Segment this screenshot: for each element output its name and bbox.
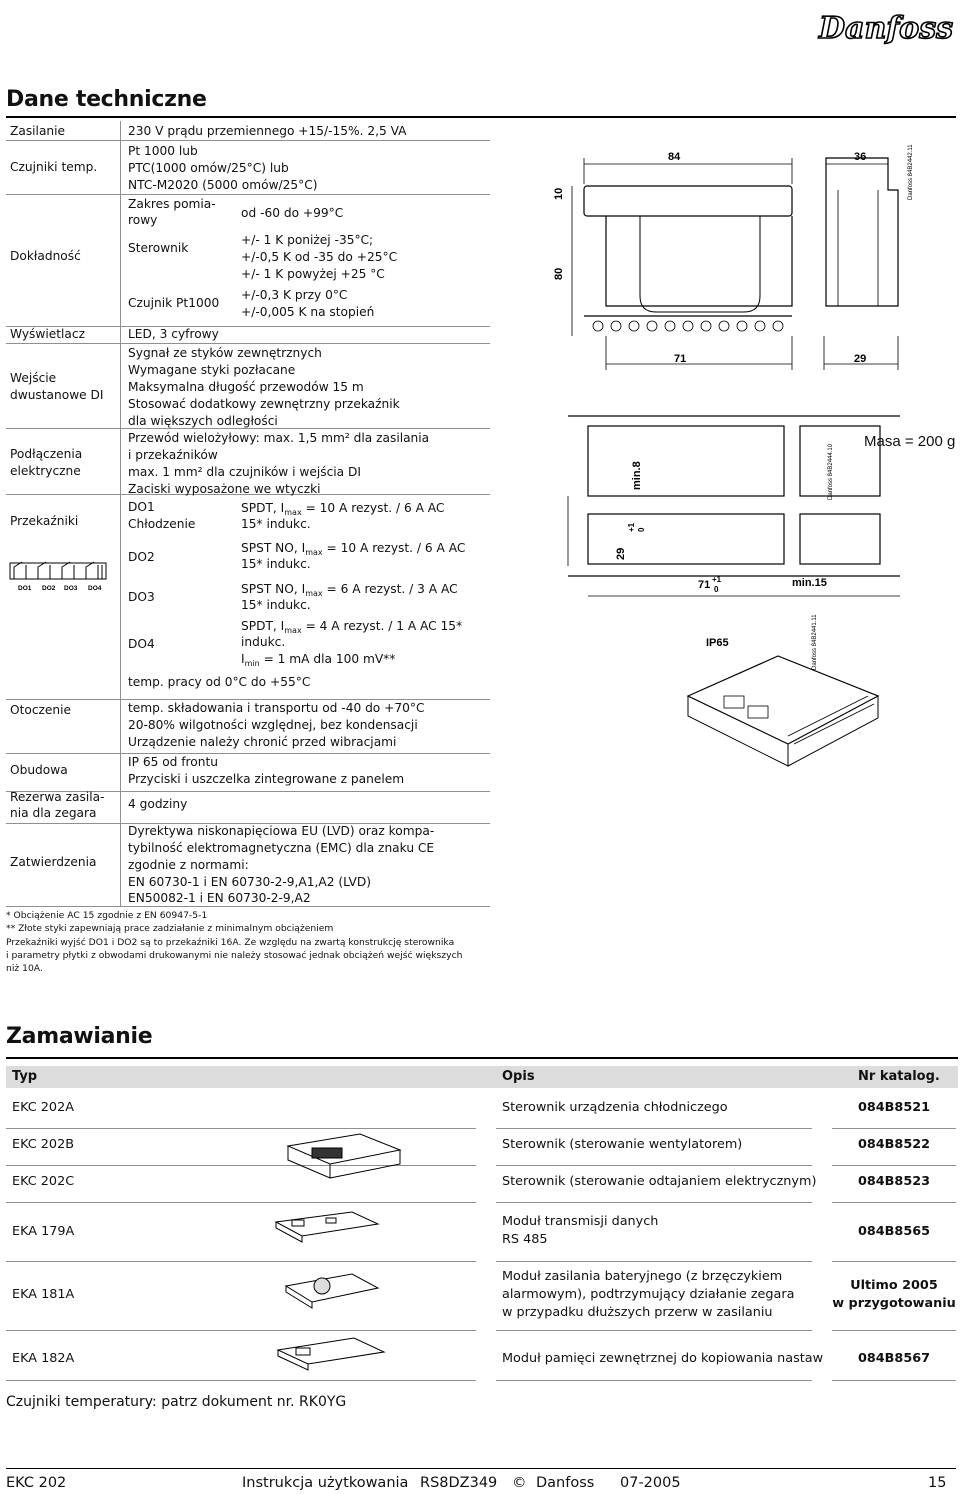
row-5-typ: EKA 181A: [12, 1287, 75, 1302]
footer-page-number: 15: [928, 1475, 947, 1491]
value-otoczenie-2: temp. składowania i transportu od -40 do +70°C: [128, 701, 425, 715]
row-5-opis-3: w przypadku dłuższych przerw w zasilaniu: [502, 1305, 773, 1320]
svg-text:29: 29: [854, 353, 867, 365]
svg-text:Danfoss 84B2441.11: Danfoss 84B2441.11: [812, 614, 818, 670]
value-czujniki-1: Pt 1000 lub: [128, 144, 198, 158]
value-wyswietlacz: LED, 3 cyfrowy: [128, 327, 219, 341]
section-title-zamawianie: Zamawianie: [6, 1024, 153, 1049]
value-wejscie-4: Stosować dodatkowy zewnętrzny przekaźnik: [128, 397, 400, 411]
value-otoczenie-1: temp. pracy od 0°C do +55°C: [128, 675, 311, 689]
value-pt1000-2: +/-0,005 K na stopień: [241, 305, 375, 319]
value-pt1000-1: +/-0,3 K przy 0°C: [241, 288, 348, 302]
row-2-opis: Sterownik (sterowanie wentylatorem): [502, 1137, 743, 1152]
row-1-opis: Sterownik urządzenia chłodniczego: [502, 1100, 728, 1115]
relay-do4-spec-3: $I_{min} = 1$ mA dla 100 mV**: [241, 652, 396, 668]
svg-text:0: 0: [714, 585, 719, 594]
footer-brand: Danfoss: [536, 1475, 595, 1491]
value-wejscie-5: dla większych odległości: [128, 414, 278, 428]
footnote-3: Przekaźniki wyjść DO1 i DO2 są to przekaźniki 16A. Ze względu na zwartą konstrukcję sterownika: [6, 936, 455, 948]
svg-text:36: 36: [854, 151, 867, 163]
svg-text:+1: +1: [712, 575, 722, 584]
footnotes: [6, 909, 476, 975]
label-dokladnosc: Dokładność: [10, 249, 81, 263]
svg-text:+1: +1: [627, 522, 636, 532]
row-3-typ: EKC 202C: [12, 1174, 75, 1189]
svg-text:Danfoss: Danfoss: [819, 11, 953, 46]
spec-table: [6, 121, 490, 907]
value-czujniki-3: NTC-M2020 (5000 omów/25°C): [128, 178, 318, 192]
panel-cutout-1: [588, 426, 784, 496]
svg-text:IP65: IP65: [706, 637, 729, 649]
footer-doc: Instrukcja użytkowania: [242, 1475, 409, 1491]
order-table-header: [6, 1066, 958, 1088]
front-view-body: [606, 216, 792, 306]
value-czujniki-2: PTC(1000 omów/25°C) lub: [128, 161, 289, 175]
footer-copyright: ©: [512, 1475, 527, 1491]
weight-label: Masa = 200 g: [864, 433, 956, 450]
row-5-opis-2: alarmowym), podtrzymujący działanie zegara: [502, 1287, 795, 1302]
relay-do4-spec-2: indukc.: [241, 635, 286, 649]
value-obudowa-2: Przyciski i uszczelka zintegrowane z panelem: [128, 772, 405, 786]
svg-text:DO1: DO1: [18, 585, 32, 592]
label-otoczenie: Otoczenie: [10, 703, 72, 717]
label-rezerwa-2: nia dla zegara: [10, 806, 97, 820]
eka-181a-product-image: [282, 1268, 382, 1314]
spec-column-divider: [120, 121, 121, 907]
label-zakres-1: Zakres pomia-: [128, 197, 216, 211]
svg-text:29: 29: [615, 547, 627, 560]
relay-do3-name: DO3: [128, 590, 155, 604]
row-2-typ: EKC 202B: [12, 1137, 74, 1152]
svg-text:Danfoss 84B2442.11: Danfoss 84B2442.11: [908, 144, 914, 200]
relay-contacts-icon: [8, 555, 108, 593]
relay-do4-name: DO4: [128, 637, 155, 651]
label-rezerwa-1: Rezerwa zasila-: [10, 790, 105, 804]
value-rezerwa: 4 godziny: [128, 797, 188, 811]
value-sterownik-2: +/-0,5 K od -35 do +25°C: [241, 250, 398, 264]
relay-do1-spec: SPDT, $I_{max} = 10$ A rezyst. / 6 A AC: [241, 501, 445, 517]
footer-code: RS8DZ349: [420, 1475, 498, 1491]
value-zatwierdzenia-2: tybilność elektromagnetyczna (EMC) dla znaku CE: [128, 841, 435, 855]
label-zasilanie: Zasilanie: [10, 124, 66, 138]
label-sterownik: Sterownik: [128, 241, 189, 255]
svg-text:10: 10: [553, 187, 565, 200]
footer-model: EKC 202: [6, 1475, 67, 1491]
svg-text:71: 71: [698, 579, 711, 591]
value-zasilanie: 230 V prądu przemiennego +15/-15%. 2,5 VA: [128, 124, 407, 138]
row-5-opis-1: Moduł zasilania bateryjnego (z brzęczykiem: [502, 1269, 783, 1284]
row-3-opis: Sterownik (sterowanie odtajaniem elektrycznym): [502, 1174, 817, 1189]
value-wejscie-3: Maksymalna długość przewodów 15 m: [128, 380, 364, 394]
technical-drawings: [548, 136, 960, 920]
label-zatwierdzenia: Zatwierdzenia: [10, 855, 97, 869]
row-3-nr: 084B8523: [857, 1174, 931, 1189]
svg-text:DO4: DO4: [88, 585, 102, 592]
row-5-nr-1: Ultimo 2005: [850, 1278, 938, 1293]
value-zakres: od -60 do +99°C: [241, 206, 344, 220]
value-zatwierdzenia-5: EN50082-1 i EN 60730-2-9,A2: [128, 891, 311, 905]
label-obudowa: Obudowa: [10, 763, 68, 777]
title-rule-2: [6, 1057, 958, 1059]
danfoss-logo: [812, 4, 960, 50]
label-podlaczenia-2: elektryczne: [10, 464, 81, 478]
value-zatwierdzenia-3: zgodnie z normami:: [128, 858, 249, 872]
row-4-typ: EKA 179A: [12, 1224, 75, 1239]
value-sterownik-1: +/- 1 K poniżej -35°C;: [241, 233, 374, 247]
value-otoczenie-4: Urządzenie należy chronić przed wibracjami: [128, 735, 397, 749]
value-sterownik-3: +/- 1 K powyżej +25 °C: [241, 267, 385, 281]
relay-do2-spec-2: 15* indukc.: [241, 557, 311, 571]
svg-text:Danfoss 84B2444.10: Danfoss 84B2444.10: [828, 443, 834, 500]
relay-do2-spec: SPST NO, $I_{max} = 10$ A rezyst. / 6 A AC: [241, 541, 466, 557]
svg-text:84: 84: [668, 151, 681, 163]
row-1-typ: EKC 202A: [12, 1100, 74, 1115]
footnote-4: i parametry płytki z obwodami drukowanymi nie należy stosować jednak obciążeń wejść większych: [6, 949, 463, 961]
sensor-note: Czujniki temperatury: patrz dokument nr. RK0YG: [6, 1394, 347, 1410]
row-2-nr: 084B8522: [857, 1137, 931, 1152]
value-zatwierdzenia-4: EN 60730-1 i EN 60730-2-9,A1,A2 (LVD): [128, 875, 371, 889]
ekc-202-product-image: [282, 1128, 406, 1186]
eka-182a-product-image: [274, 1334, 388, 1374]
label-czujnik-pt1000: Czujnik Pt1000: [128, 296, 220, 310]
side-view-outline: [826, 158, 898, 306]
row-6-opis: Moduł pamięci zewnętrznej do kopiowania nastaw: [502, 1351, 824, 1366]
footnote-1: * Obciążenie AC 15 zgodnie z EN 60947-5-1: [6, 910, 208, 921]
svg-text:0: 0: [637, 527, 646, 532]
value-podlaczenia-3: max. 1 mm² dla czujników i wejścia DI: [128, 465, 362, 479]
header-opis: Opis: [502, 1069, 535, 1084]
label-przekazniki: Przekaźniki: [10, 514, 79, 528]
row-1-nr: 084B8521: [857, 1100, 931, 1115]
row-6-nr: 084B8567: [857, 1351, 931, 1366]
relay-do2-name: DO2: [128, 550, 155, 564]
label-wejscie-2: dwustanowe DI: [10, 388, 104, 402]
relay-do3-spec-2: 15* indukc.: [241, 598, 311, 612]
title-rule: [6, 116, 956, 118]
label-zakres-2: rowy: [128, 213, 158, 227]
panel-cutout-4: [800, 514, 880, 564]
label-wejscie-1: Wejście: [10, 371, 57, 385]
relay-do3-spec: SPST NO, $I_{max} = 6$ A rezyst. / 3 A AC: [241, 582, 458, 598]
label-podlaczenia-1: Podłączenia: [10, 447, 83, 461]
relay-do4-spec: SPDT, $I_{max} = 4$ A rezyst. / 1 A AC 15*: [241, 619, 463, 635]
footnote-2: ** Złote styki zapewniają prace zadziałanie z minimalnym obciążeniem: [6, 923, 334, 935]
value-podlaczenia-4: Zaciski wyposażone we wtyczki: [128, 482, 321, 496]
label-czujniki: Czujniki temp.: [10, 160, 98, 174]
header-typ: Typ: [12, 1069, 38, 1084]
section-title-dane-techniczne: Dane techniczne: [6, 87, 207, 112]
eka-179a-product-image: [272, 1208, 382, 1244]
svg-text:min.8: min.8: [631, 461, 643, 490]
footer-date: 07-2005: [620, 1475, 681, 1491]
value-wejscie-2: Wymagane styki pozłacane: [128, 363, 296, 377]
svg-text:DO2: DO2: [42, 585, 56, 592]
front-view-bezel: [584, 186, 792, 216]
row-5-nr-2: w przygotowaniu: [832, 1296, 956, 1311]
relay-do1-spec-2: 15* indukc.: [241, 517, 311, 531]
svg-text:80: 80: [553, 267, 565, 280]
relay-do1-name: DO1: [128, 500, 155, 514]
value-obudowa-1: IP 65 od frontu: [128, 755, 218, 769]
header-nr: Nr katalog.: [858, 1069, 940, 1084]
svg-text:min.15: min.15: [792, 577, 827, 589]
value-otoczenie-3: 20-80% wilgotności względnej, bez kondensacji: [128, 718, 418, 732]
label-wyswietlacz: Wyświetlacz: [10, 327, 85, 341]
row-4-opis-2: RS 485: [502, 1232, 548, 1247]
value-podlaczenia-2: i przekaźników: [128, 448, 218, 462]
relay-do1-name2: Chłodzenie: [128, 517, 196, 531]
value-podlaczenia-1: Przewód wielożyłowy: max. 1,5 mm² dla zasilania: [128, 431, 430, 445]
row-4-nr: 084B8565: [857, 1224, 931, 1239]
footnote-5: niż 10A.: [6, 963, 43, 975]
row-6-typ: EKA 182A: [12, 1351, 75, 1366]
svg-text:DO3: DO3: [64, 585, 78, 592]
page-footer: [6, 1468, 956, 1494]
row-4-opis-1: Moduł transmisji danych: [502, 1214, 659, 1229]
svg-text:71: 71: [674, 353, 687, 365]
value-wejscie-1: Sygnał ze styków zewnętrznych: [128, 346, 322, 360]
value-zatwierdzenia-1: Dyrektywa niskonapięciowa EU (LVD) oraz kompa-: [128, 824, 435, 838]
